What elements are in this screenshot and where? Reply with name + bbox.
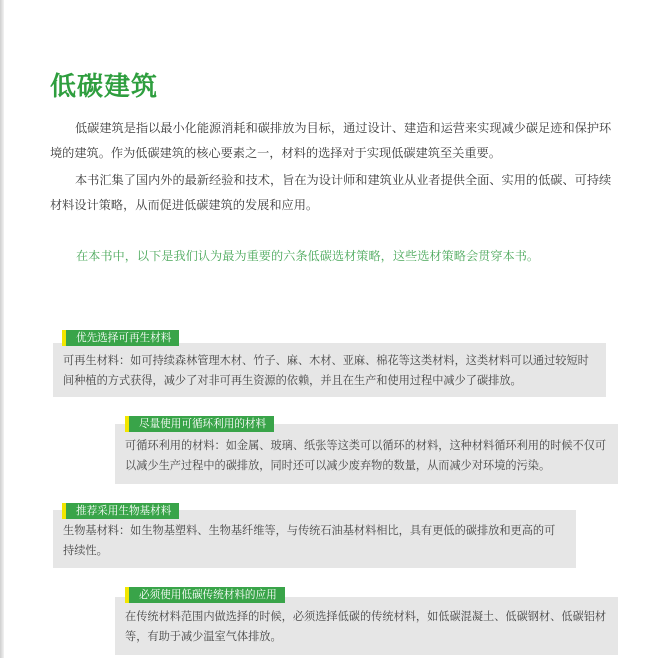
- strategy-text: 生物基材料：如生物基塑料、生物基纤维等，与传统石油基材料相比，具有更低的碳排放和更高的可持续性。: [63, 524, 556, 557]
- strategy-tag-label: 优先选择可再生材料: [66, 330, 179, 346]
- page-spine-shadow: [0, 0, 4, 658]
- highlight-sentence: 在本书中，以下是我们认为最为重要的六条低碳选材策略，这些选材策略会贯穿本书。: [76, 249, 540, 263]
- strategy-text: 可再生材料：如可持续森林管理木材、竹子、麻、木材、亚麻、棉花等这类材料，这类材料可以通过较短时间种植的方式获得，减少了对非可再生资源的依赖，并且在生产和使用过程中减少了碳排放。: [63, 354, 589, 387]
- strategy-text: 在传统材料范围内做选择的时候，必须选择低碳的传统材料，如低碳混凝土、低碳钢材、低碳铝材等，有助于减少温室气体排放。: [125, 610, 607, 643]
- strategy-tag-label: 尽量使用可循环利用的材料: [129, 416, 274, 432]
- strategy-tag-label: 必须使用低碳传统材料的应用: [129, 587, 285, 603]
- strategy-card-renewable: [53, 343, 606, 397]
- intro-paragraph-2: 本书汇集了国内外的最新经验和技术，旨在为设计师和建筑业从业者提供全面、实用的低碳、可持续材料设计策略，从而促进低碳建筑的发展和应用。: [50, 173, 612, 212]
- strategy-card-low-carbon-traditional: [115, 597, 618, 655]
- strategy-tag-low-carbon-traditional: [125, 587, 285, 603]
- strategy-card-recyclable: [115, 424, 618, 484]
- intro-paragraph-1: 低碳建筑是指以最小化能源消耗和碳排放为目标，通过设计、建造和运营来实现减少碳足迹和保护环境的建筑。作为低碳建筑的核心要素之一，材料的选择对于实现低碳建筑至关重要。: [50, 121, 612, 160]
- strategy-tag-label: 推荐采用生物基材料: [66, 503, 179, 519]
- strategy-tag-renewable: [62, 330, 179, 346]
- strategy-tag-biobased: [62, 503, 179, 519]
- page-title: 低碳建筑: [50, 72, 159, 102]
- strategy-tag-recyclable: [125, 416, 274, 432]
- strategy-text: 可循环利用的材料：如金属、玻璃、纸张等这类可以循环的材料，这种材料循环利用的时候不仅可以减少生产过程中的碳排放，同时还可以减少废弃物的数量，从而减少对环境的污染。: [125, 439, 607, 472]
